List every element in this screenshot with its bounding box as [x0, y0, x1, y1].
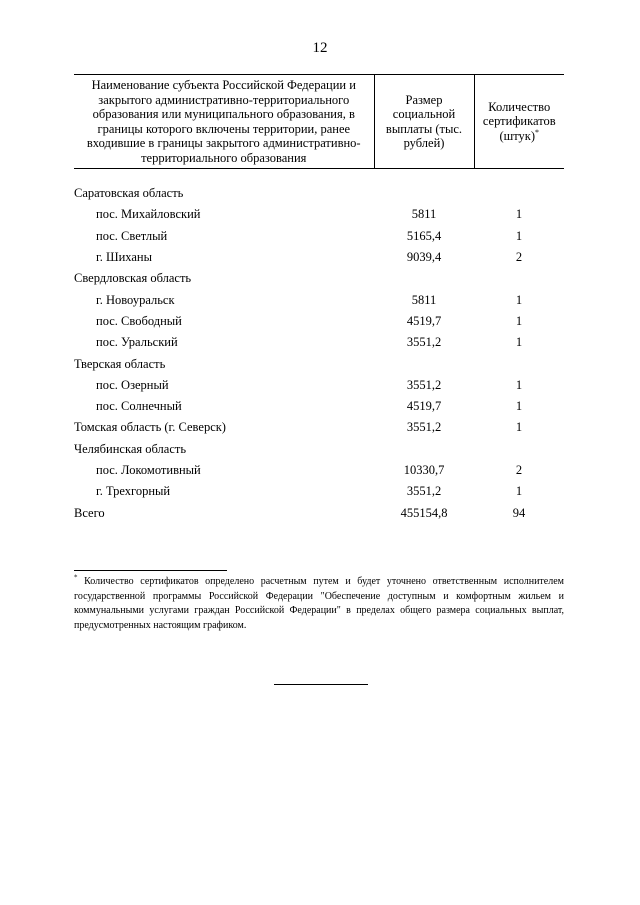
row-name: пос. Локомотивный: [96, 463, 201, 477]
table-row: [74, 332, 564, 353]
table-body: [74, 169, 564, 524]
header-count-text: Количество сертификатов (штук): [482, 99, 556, 143]
row-amount: 3551,2: [406, 377, 442, 392]
row-count: 1: [515, 292, 523, 307]
row-name: г. Новоуральск: [96, 292, 175, 307]
table-row: [74, 396, 564, 417]
row-count: [474, 439, 564, 460]
row-amount: 10330,7: [403, 463, 445, 477]
row-name: Саратовская область: [74, 186, 184, 201]
row-count: 1: [515, 484, 523, 499]
row-amount: 3551,2: [406, 484, 442, 499]
row-amount: [374, 268, 474, 289]
table-row: [74, 183, 564, 204]
table-row: [74, 289, 564, 310]
row-count: 1: [515, 420, 523, 435]
end-of-document-rule: [274, 684, 368, 685]
row-name: г. Трехгорный: [96, 484, 171, 499]
row-count: 94: [512, 505, 526, 520]
table-row: [74, 439, 564, 460]
table-row: [74, 311, 564, 332]
table-row: [74, 226, 564, 247]
table-header-row: [74, 75, 564, 169]
row-count: [474, 353, 564, 374]
row-amount: 5811: [411, 207, 437, 222]
header-count-footnote-marker: *: [535, 127, 540, 137]
row-name: г. Шиханы: [96, 250, 152, 265]
row-amount: 3551,2: [406, 420, 442, 435]
row-amount: [374, 353, 474, 374]
row-amount: 455154,8: [400, 505, 448, 520]
table-row: [74, 375, 564, 396]
row-name: пос. Светлый: [96, 228, 168, 243]
table-row: [74, 460, 564, 481]
row-name: пос. Михайловский: [96, 207, 201, 222]
row-count: 1: [515, 207, 523, 222]
header-name-text: Наименование субъекта Российской Федерации и закрытого административно-территориального образования или муниципального образования, в границы которого включены территории, ранее входившие в границы закрытого административно-территориального образования: [86, 78, 361, 165]
row-count: 1: [515, 399, 523, 414]
table-row: [74, 481, 564, 502]
row-name: Свердловская область: [74, 271, 192, 286]
row-amount: [374, 183, 474, 204]
row-name: пос. Свободный: [96, 313, 182, 328]
row-amount: 3551,2: [406, 335, 442, 350]
row-count: 2: [515, 463, 523, 477]
page-number: 12: [312, 40, 328, 56]
row-count: [474, 183, 564, 204]
row-count: 1: [515, 335, 523, 350]
footnote-divider: [74, 570, 227, 571]
header-amount: [374, 75, 474, 169]
row-name: Тверская область: [74, 356, 166, 371]
footnote: [74, 575, 564, 633]
row-amount: [374, 439, 474, 460]
row-name: Томская область (г. Северск): [74, 420, 226, 435]
table-row: [74, 247, 564, 268]
row-name: Всего: [74, 505, 105, 520]
row-name: Челябинская область: [74, 441, 187, 456]
row-count: 1: [515, 228, 523, 243]
row-count: 2: [515, 250, 523, 265]
table-row: [74, 204, 564, 225]
footnote-marker: *: [74, 573, 78, 582]
row-name: пос. Озерный: [96, 377, 169, 392]
table-row: [74, 353, 564, 374]
row-count: [474, 268, 564, 289]
table-row: [74, 268, 564, 289]
table-row: [74, 417, 564, 438]
header-amount-text: Размер социальной выплаты (тыс. рублей): [385, 92, 463, 150]
row-count: 1: [515, 313, 523, 328]
row-amount: 4519,7: [406, 313, 442, 328]
row-count: 1: [515, 377, 523, 392]
row-amount: 5165,4: [406, 228, 442, 243]
social-payments-table: [74, 74, 564, 524]
table-spacer-row: [74, 169, 564, 184]
footnote-text: Количество сертификатов определено расчетным путем и будет уточнено ответственным исполнителем государственной программы Российской Федерации "Обеспечение доступным и комфортным жильем и коммунальными услугами граждан Российской Федерации" в пределах общего размера социальных выплат, предусмотренных настоящим графиком.: [74, 576, 564, 631]
header-count: [474, 75, 564, 169]
row-amount: 4519,7: [406, 399, 442, 414]
row-amount: 5811: [411, 292, 437, 307]
row-name: пос. Уральский: [96, 335, 178, 350]
header-name: [74, 75, 374, 169]
row-amount: 9039,4: [406, 250, 442, 265]
row-name: пос. Солнечный: [96, 399, 182, 414]
table-row: [74, 502, 564, 523]
